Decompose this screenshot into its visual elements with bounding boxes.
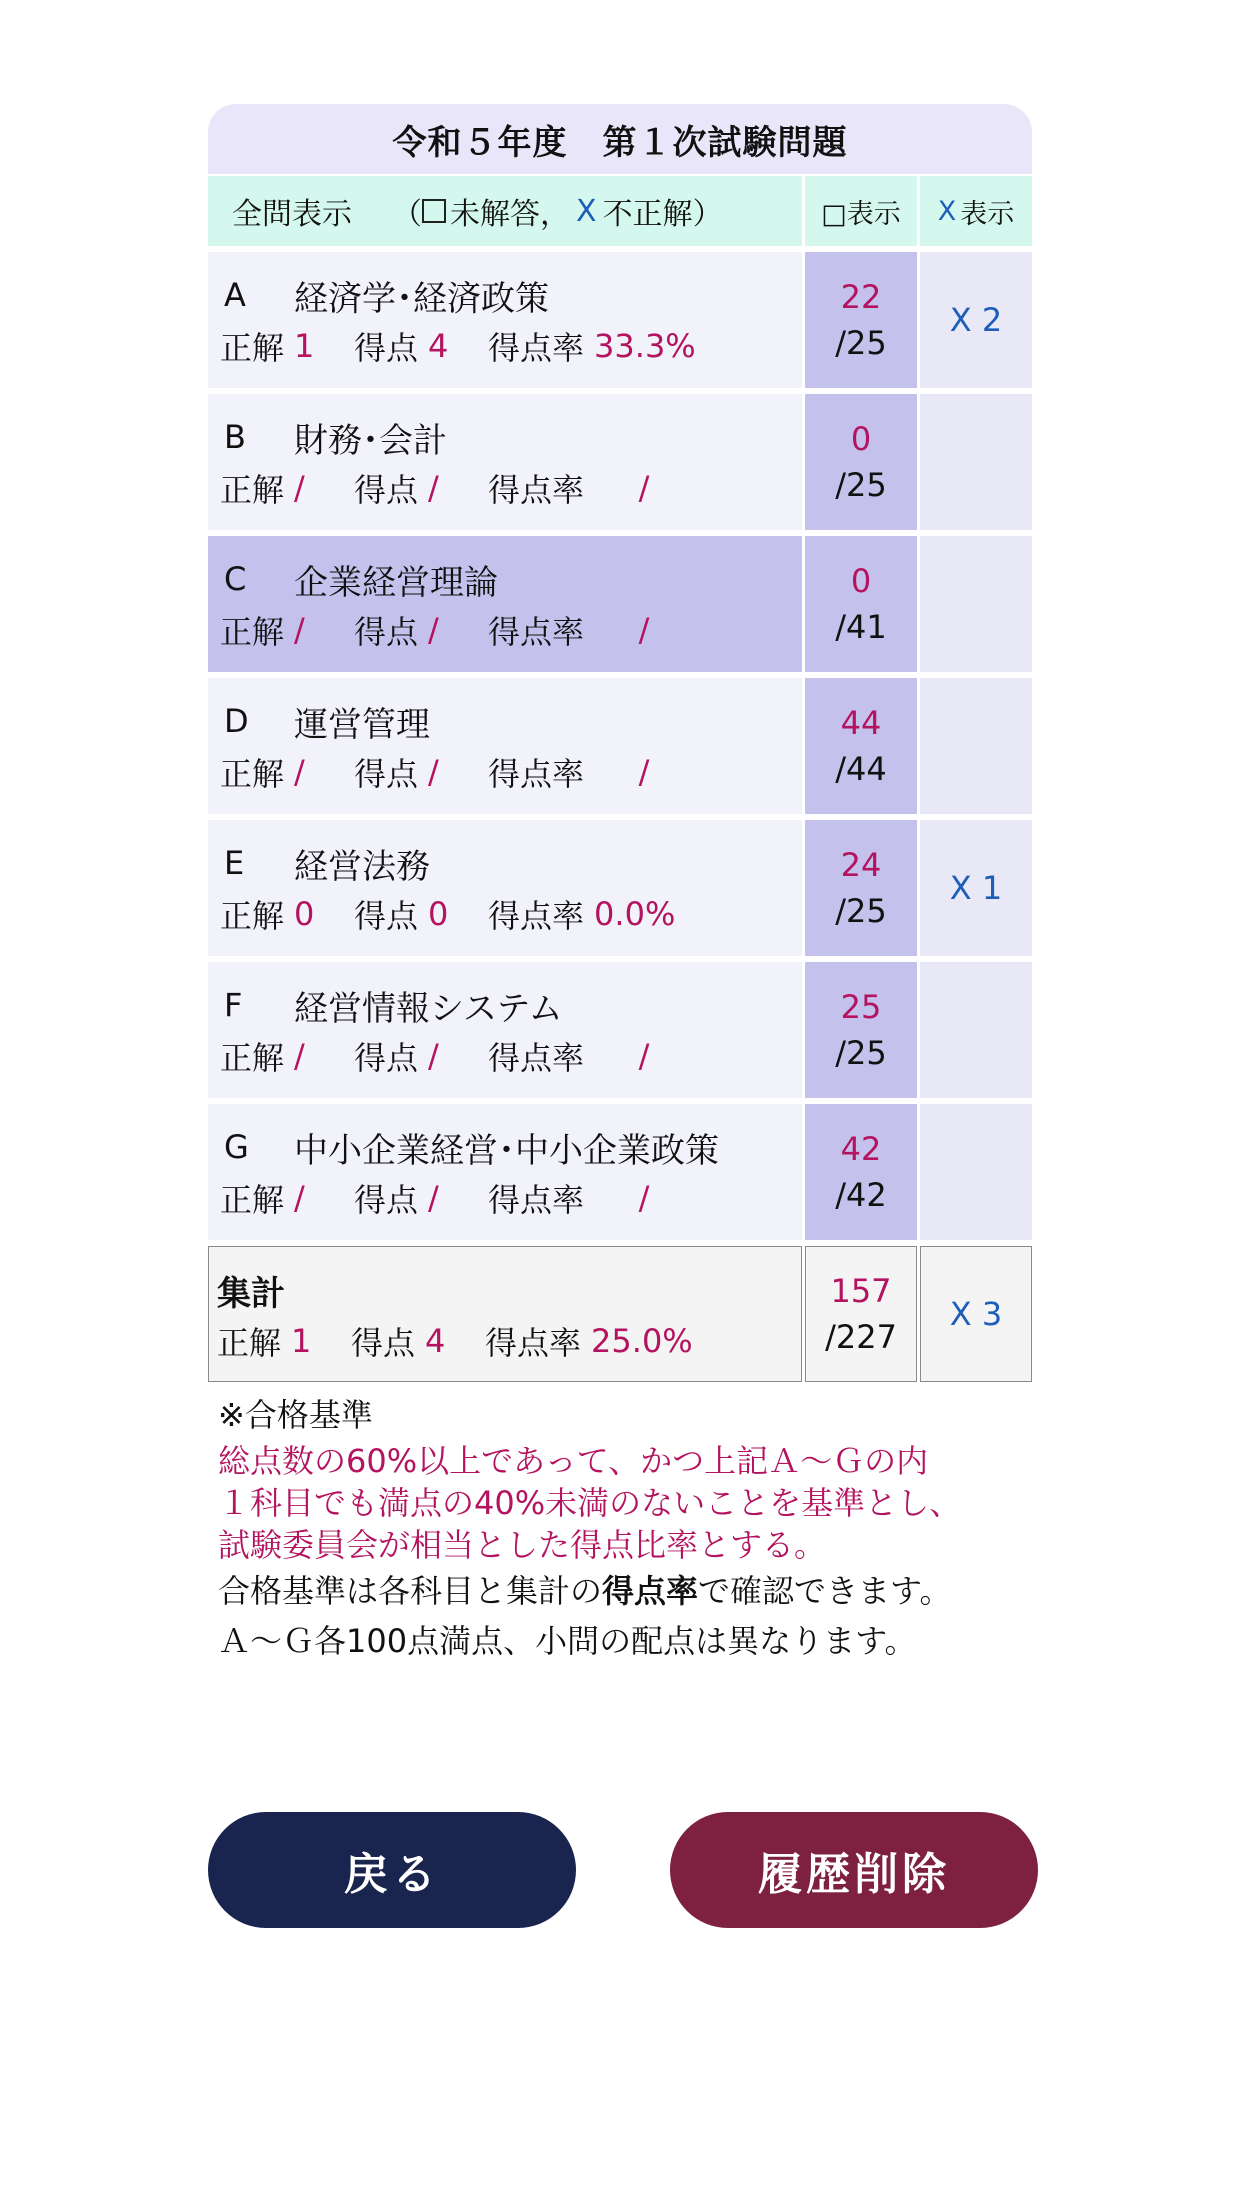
subject-incorrect-button[interactable]: [920, 678, 1032, 814]
x-mark-icon: X: [576, 193, 597, 229]
criteria-info-line: 合格基準は各科目と集計の得点率で確認できます。: [218, 1572, 952, 1610]
subject-letter: G: [224, 1128, 249, 1166]
summary-x-count: X 3: [949, 1295, 1003, 1333]
criteria-line-2: １科目でも満点の40%未満のないことを基準とし、: [218, 1484, 962, 1522]
paren-close: ）: [692, 197, 723, 232]
subject-total: /25: [835, 892, 887, 930]
summary-total: /227: [825, 1318, 897, 1356]
subject-count: 44: [840, 704, 882, 742]
subject-correct: /: [294, 611, 305, 649]
correct-label: 正解: [220, 897, 285, 935]
subject-correct: 1: [294, 327, 315, 365]
subject-correct: /: [294, 1179, 305, 1217]
subject-count: 24: [840, 846, 882, 884]
paren-open: （: [392, 197, 422, 232]
subject-score: /: [428, 611, 439, 649]
correct-label: 正解: [220, 1039, 285, 1077]
subject-cell[interactable]: [208, 820, 802, 956]
subject-name: 企業経営理論: [294, 562, 498, 603]
subject-total: /25: [835, 324, 887, 362]
rate-label: 得点率: [488, 755, 585, 793]
subject-count: 0: [850, 562, 872, 600]
subject-incorrect-button[interactable]: [920, 820, 1032, 956]
summary-score: 4: [425, 1322, 446, 1360]
subject-name: 運営管理: [294, 704, 430, 745]
subject-rate: 33.3%: [594, 327, 696, 365]
subject-correct: /: [294, 469, 305, 507]
subject-score: 4: [428, 327, 449, 365]
subject-letter: F: [224, 986, 243, 1024]
subject-rate: /: [638, 469, 650, 507]
summary-label: 集計: [217, 1273, 285, 1314]
subject-rate: 0.0%: [594, 895, 676, 933]
rate-label: 得点率: [488, 1039, 585, 1077]
subject-row: [208, 394, 1032, 530]
subject-correct: 0: [294, 895, 315, 933]
back-button[interactable]: [208, 1812, 576, 1928]
subject-letter: E: [224, 844, 245, 882]
subject-name: 財務･会計: [294, 420, 447, 461]
score-label: 得点: [354, 897, 419, 935]
subject-total: /25: [835, 1034, 887, 1072]
score-label: 得点: [351, 1324, 416, 1362]
delete-history-button[interactable]: [670, 1812, 1038, 1928]
correct-label: 正解: [220, 329, 285, 367]
subject-letter: A: [224, 276, 246, 314]
subject-incorrect-button[interactable]: [920, 394, 1032, 530]
subject-cell[interactable]: [208, 1104, 802, 1240]
subject-letter: C: [224, 560, 247, 598]
subject-letter: B: [224, 418, 246, 456]
subject-unanswered-button[interactable]: [805, 820, 917, 956]
score-label: 得点: [354, 1181, 419, 1219]
subject-count: 0: [850, 420, 872, 458]
delete-history-label: 履歴削除: [758, 1849, 950, 1900]
criteria-line-3: 試験委員会が相当とした得点比率とする。: [218, 1526, 827, 1564]
subject-total: /44: [835, 750, 887, 788]
subject-score: /: [428, 1037, 439, 1075]
subject-score: /: [428, 753, 439, 791]
subject-x-count: X 1: [949, 869, 1003, 907]
subject-name: 経営情報システム: [294, 988, 563, 1029]
rate-label: 得点率: [485, 1324, 582, 1362]
subject-count: 25: [840, 988, 882, 1026]
score-table: [208, 104, 1032, 1666]
subject-correct: /: [294, 753, 305, 791]
subject-count: 42: [840, 1130, 882, 1168]
subject-name: 中小企業経営･中小企業政策: [294, 1130, 719, 1171]
subject-row: [208, 678, 1032, 814]
show-unanswered-button[interactable]: [805, 176, 917, 246]
show-all-label: 全問表示: [232, 197, 352, 232]
summary-unanswered-button[interactable]: [805, 1246, 917, 1382]
summary-cell: [208, 1246, 802, 1382]
subject-correct: /: [294, 1037, 305, 1075]
score-label: 得点: [354, 471, 419, 509]
subject-rate: /: [638, 753, 650, 791]
subject-letter: D: [224, 702, 249, 740]
subject-rate: /: [638, 1179, 650, 1217]
subject-total: /42: [835, 1176, 887, 1214]
summary-count: 157: [830, 1272, 892, 1310]
subject-cell[interactable]: [208, 536, 802, 672]
correct-label: 正解: [220, 1181, 285, 1219]
subject-unanswered-button[interactable]: [805, 962, 917, 1098]
summary-correct: 1: [291, 1322, 312, 1360]
show-incorrect-label: 表示: [960, 198, 1015, 230]
back-button-label: 戻る: [344, 1849, 440, 1900]
subject-rows: [208, 252, 1032, 1240]
correct-label: 正解: [220, 755, 285, 793]
correct-label: 正解: [220, 471, 285, 509]
summary-rate: 25.0%: [591, 1322, 693, 1360]
rate-label: 得点率: [488, 1181, 585, 1219]
rate-label: 得点率: [488, 613, 585, 651]
subject-incorrect-button[interactable]: [920, 962, 1032, 1098]
rate-label: 得点率: [488, 471, 585, 509]
criteria-heading: ※合格基準: [218, 1396, 373, 1434]
subject-incorrect-button[interactable]: [920, 536, 1032, 672]
subject-unanswered-button[interactable]: [805, 394, 917, 530]
pass-criteria-notes: [208, 1390, 1032, 1666]
show-all-button[interactable]: [208, 176, 802, 246]
subject-row: [208, 820, 1032, 956]
score-label: 得点: [354, 755, 419, 793]
subject-row: [208, 1104, 1032, 1240]
score-label: 得点: [354, 329, 419, 367]
subject-rate: /: [638, 611, 650, 649]
checkbox-icon: [422, 199, 446, 223]
x-icon: X: [937, 195, 957, 227]
subject-incorrect-button[interactable]: [920, 1104, 1032, 1240]
subject-cell[interactable]: [208, 252, 802, 388]
criteria-points-line: Ａ～Ｇ各100点満点、小問の配点は異なります。: [218, 1622, 917, 1660]
correct-label: 正解: [220, 613, 285, 651]
subject-row: [208, 962, 1032, 1098]
subject-unanswered-button[interactable]: [805, 1104, 917, 1240]
subject-cell[interactable]: [208, 394, 802, 530]
subject-unanswered-button[interactable]: [805, 678, 917, 814]
subject-total: /41: [835, 608, 887, 646]
subject-total: /25: [835, 466, 887, 504]
summary-row: [208, 1246, 1032, 1382]
subject-unanswered-button[interactable]: [805, 252, 917, 388]
subject-cell[interactable]: [208, 962, 802, 1098]
subject-score: 0: [428, 895, 449, 933]
rate-label: 得点率: [488, 897, 585, 935]
incorrect-label: 不正解: [602, 197, 693, 232]
subject-score: /: [428, 469, 439, 507]
subject-name: 経営法務: [294, 846, 430, 887]
summary-incorrect-button[interactable]: [920, 1246, 1032, 1382]
correct-label: 正解: [217, 1324, 282, 1362]
subject-count: 22: [840, 278, 882, 316]
subject-name: 経済学･経済政策: [294, 278, 549, 319]
filter-header: [208, 176, 1032, 246]
unanswered-label: 未解答，: [450, 197, 570, 232]
subject-cell[interactable]: [208, 678, 802, 814]
subject-row: [208, 252, 1032, 388]
subject-x-count: X 2: [949, 301, 1003, 339]
subject-incorrect-button[interactable]: [920, 252, 1032, 388]
rate-label: 得点率: [488, 329, 585, 367]
subject-rate: /: [638, 1037, 650, 1075]
score-label: 得点: [354, 613, 419, 651]
subject-row: [208, 536, 1032, 672]
show-unanswered-label: □表示: [821, 198, 901, 230]
criteria-line-1: 総点数の60%以上であって、かつ上記Ａ～Ｇの内: [218, 1442, 929, 1480]
show-incorrect-button[interactable]: [920, 176, 1032, 246]
subject-score: /: [428, 1179, 439, 1217]
subject-unanswered-button[interactable]: [805, 536, 917, 672]
page-title: 令和５年度 第１次試験問題: [208, 104, 1032, 174]
score-label: 得点: [354, 1039, 419, 1077]
